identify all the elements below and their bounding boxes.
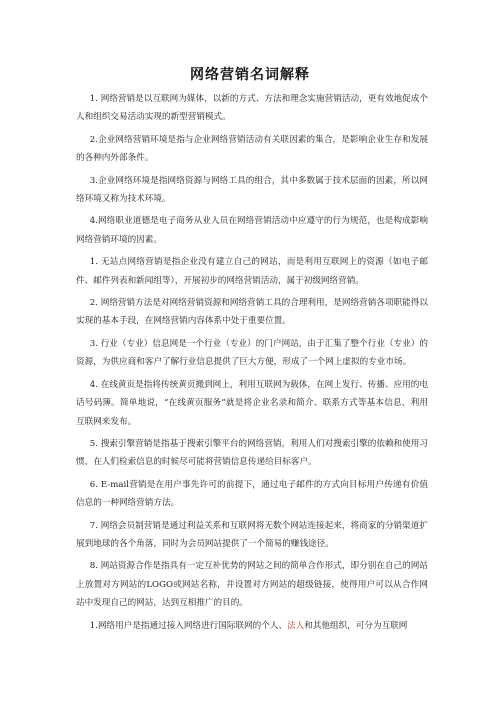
paragraph: 4.网络职业道德是电子商务从业人员在网络营销活动中应遵守的行为规范，也是构成影响网络营销环境的因素。 [76, 216, 428, 245]
paragraph: 3. 行业（专业）信息网是一个行业（专业）的门户网站，由于汇集了整个行业（专业）的资源，为供应商和客户了解行业信息提供了巨大方便，形成了一个网上虚拟的专业市场。 [76, 338, 428, 368]
paragraph: 2. 网络营销方法是对网络营销资源和网络营销工具的合理利用，是网络营销各项职能得以实现的基本手段，在网络营销内容体系中处于重要位置。 [76, 298, 428, 327]
document-body [76, 90, 428, 639]
paragraph: 1. 网络营销是以互联网为媒体，以新的方式、方法和理念实施营销活动，更有效地促成个人和组织交易活动实现的新型营销模式。 [76, 94, 428, 123]
highlighted-term: 法人 [287, 620, 305, 631]
paragraph: 4. 在线黄页是指将传统黄页搬到网上，利用互联网为载体，在网上发行、传播、应用的电话号码簿。简单地说，“在线黄页服务”就是将企业名录和简介、联系方式等基本信息，利用互联网来发布。 [76, 379, 428, 427]
paragraph-text: 1.网络用户是指通过接入网络进行国际联网的个人、 [89, 620, 288, 631]
paragraph: 1. 无站点网络营销是指企业没有建立自己的网站，而是利用互联网上的资源（如电子邮件、邮件列表和新闻组等），开展初步的网络营销活动，属于初级网络营销。 [76, 257, 428, 286]
paragraph: 5. 搜索引擎营销是指基于搜索引擎平台的网络营销，利用人们对搜索引擎的依赖和使用习惯，在人们检索信息的时候尽可能将营销信息传递给目标客户。 [76, 438, 428, 468]
paragraph: 2.企业网络营销环境是指与企业网络营销活动有关联因素的集合，是影响企业生存和发展的各种内外部条件。 [76, 134, 428, 164]
paragraph: 7. 网络会员制营销是通过利益关系和互联网将无数个网站连接起来，将商家的分销渠道扩展到地球的各个角落，同时为会员网站提供了一个简易的赚钱途径。 [76, 520, 428, 549]
paragraph: 8. 网站资源合作是指具有一定互补优势的网站之间的简单合作形式，即分别在自己的网站上放置对方网站的LOGO或网站名称，并设置对方网站的超级链接，使得用户可以从合作网站中发现自己的网站，达到互相推广的目的。 [76, 561, 428, 609]
paragraph: 3.企业网络环境是指网络资源与网络工具的组合，其中多数属于技术层面的因素，所以网络环境又称为技术环境。 [76, 175, 428, 205]
paragraph-text: 和其他组织，可分为互联网 [304, 620, 408, 631]
paragraph-last [76, 617, 428, 635]
paragraph: 6. E-mail营销是在用户事先许可的前提下，通过电子邮件的方式向目标用户传递有价值信息的一种网络营销方法。 [76, 479, 428, 509]
page-title: 网络营销名词解释 [190, 67, 310, 83]
